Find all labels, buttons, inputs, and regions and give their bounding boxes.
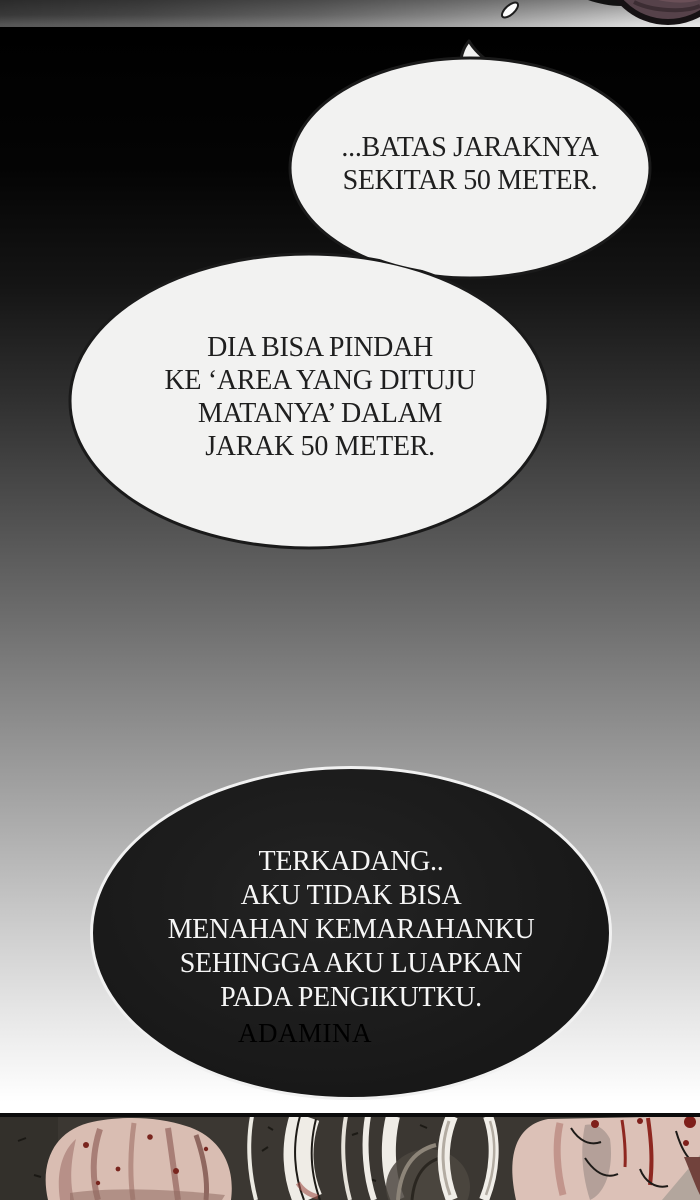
next-panel-artwork xyxy=(0,1113,700,1200)
narration-signature: ADAMINA xyxy=(238,1018,372,1048)
narration-line: AKU TIDAK BISA xyxy=(240,880,462,911)
speech-line: MATANYA’ DALAM xyxy=(197,398,443,429)
speech-line: SEKITAR 50 METER. xyxy=(342,165,598,196)
speech-line: KE ‘AREA YANG DITUJU xyxy=(164,365,476,396)
narration-line: SEHINGGA AKU LUAPKAN xyxy=(179,948,523,979)
speech-line: JARAK 50 METER. xyxy=(205,431,435,462)
narration-line: PADA PENGIKUTKU. xyxy=(220,982,482,1013)
speech-line: ...BATAS JARAKNYA xyxy=(341,132,599,163)
flesh-right xyxy=(512,1116,700,1200)
narration-line: TERKADANG.. xyxy=(258,846,444,877)
narration-text xyxy=(111,845,591,1015)
speech-line: DIA BISA PINDAH xyxy=(207,332,433,363)
next-panel-strip xyxy=(0,1113,700,1200)
speech-bubble-1 xyxy=(300,131,640,197)
speech-bubble-2 xyxy=(110,331,530,463)
narration-line: MENAHAN KEMARAHANKU xyxy=(167,914,535,945)
